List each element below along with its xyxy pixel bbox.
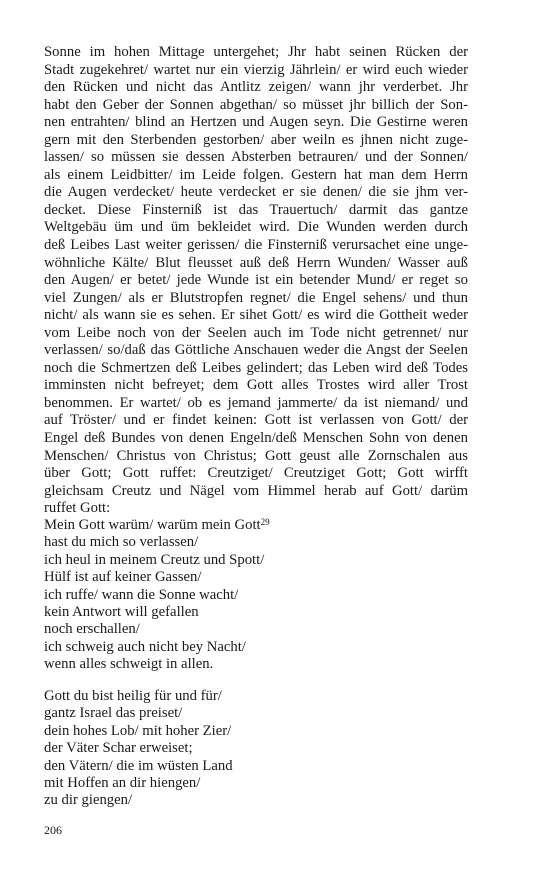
verse-line: den Vätern/ die im wüsten Land (44, 757, 233, 774)
prose-line: imminsten nicht befreyet; dem Gott alles Trostes wird aller Trost (44, 377, 468, 394)
prose-line: Sonne im hohen Mittage untergehet; Jhr habt seinen Rücken der (44, 44, 468, 60)
verse-line: zu dir giengen/ (44, 792, 133, 809)
prose-line: gleichsam Creutz und Nägel vom Himmel herab auf Gott/ darüm (44, 482, 468, 499)
prose-line: Weltgebäu üm und üm bekleidet wird. Die Wunden werden durch (44, 219, 468, 236)
verse-line: ich schweig auch nicht bey Nacht/ (44, 638, 246, 655)
prose-line: nen entrahten/ blind an Hertzen und Augen seyn. Die Gestirne weren (44, 114, 468, 131)
prose-line: habt den Geber der Sonnen abgethan/ so müsset jhr billich der Son- (44, 96, 468, 113)
verse-line: wenn alles schweigt in allen. (44, 656, 214, 673)
verse-line: kein Antwort will gefallen (44, 603, 199, 620)
verse-line: dein hohes Lob/ mit hoher Zier/ (44, 722, 232, 739)
verse-stanza-2 (44, 688, 468, 810)
prose-line: den Rücken und nicht das Antlitz zeigen/ wann jhr verderbet. Jhr (44, 79, 468, 96)
verse-line: gantz Israel das preiset/ (44, 705, 183, 722)
prose-line: lassen/ so müssen sie dessen Absterben betrauren/ und der Sonnen/ (44, 149, 468, 166)
verse-line: ich ruffe/ wann die Sonne wacht/ (44, 586, 239, 603)
verse-line-text: Mein Gott warüm/ warüm mein Gott (44, 517, 261, 533)
verse-line: Gott du bist heilig für und für/ (44, 688, 222, 704)
verse-line: der Väter Schar erweiset; (44, 740, 193, 757)
prose-line: viel Zungen/ als er Blutstropfen regnet/ die Engel sehens/ und thun (44, 289, 468, 306)
prose-line: vom Leibe noch von der Seelen auch im Tode nicht getrennet/ nur (44, 324, 468, 341)
prose-line: ruffet Gott: (44, 500, 111, 517)
prose-line: deß Leibes Last weiter gerissen/ die Finsterniß verursachet eine unge- (44, 237, 468, 254)
prose-line: auf Tröster/ und er findet keinen: Gott ist verlassen von Gott/ der (44, 412, 468, 429)
prose-line: über Gott; Gott ruffet: Creutziget/ Creutziget Gott; Gott wirfft (44, 465, 468, 482)
prose-line: wöhnliche Kälte/ Blut fleusset auß deß Herrn Wunden/ Wasser auß (44, 254, 468, 271)
prose-line: nicht/ als wann sie es sehen. Er sihet Gott/ es wird die Gottheit weder (44, 307, 468, 324)
verse-line: noch erschallen/ (44, 621, 140, 638)
verse-line (44, 517, 468, 534)
prose-line: decket. Diese Finsterniß ist das Trauertuch/ darmit das gantze (44, 201, 468, 218)
prose-line: Engel deß Bundes von denen Engeln/deß Menschen Sohn von denen (44, 430, 468, 447)
verse-stanza-1 (44, 517, 468, 674)
prose-line: die Augen verdecket/ heute verdecket er sie denen/ die sie jhm ver- (44, 184, 468, 201)
prose-line: als einem Leidbitter/ im Leide folgen. Gestern hat man dem Herrn (44, 166, 468, 183)
prose-line: den Augen/ er betet/ jede Wunde ist ein betender Mund/ er reget so (44, 272, 468, 289)
prose-line: gern mit den Sterbenden gestorben/ aber weiln es jhnen nicht zuge- (44, 131, 468, 148)
footnote-marker[interactable]: 29 (260, 517, 270, 527)
verse-line: Hülf ist auf keiner Gassen/ (44, 569, 202, 586)
prose-line: noch die Schmertzen deß Leibes gelindert; das Leben wird deß Todes (44, 359, 468, 376)
prose-line: benommen. Er wartet/ ob es jemand jammerte/ da ist niemand/ und (44, 394, 468, 411)
verse-line: mit Hoffen an dir hiengen/ (44, 774, 201, 791)
prose-paragraph (44, 44, 468, 518)
verse-line: hast du mich so verlassen/ (44, 534, 199, 551)
verse-line: ich heul in meinem Creutz und Spott/ (44, 551, 265, 568)
prose-line: verlassen/ so/daß das Göttliche Anschauen weder die Angst der Seelen (44, 342, 468, 359)
prose-line: Menschen/ Christus von Christus; Gott geust alle Zornschalen aus (44, 447, 468, 464)
prose-line: Stadt zugekehret/ wartet nur ein vierzig Jährlein/ er wird euch wieder (44, 61, 468, 78)
page-number: 206 (44, 823, 62, 837)
